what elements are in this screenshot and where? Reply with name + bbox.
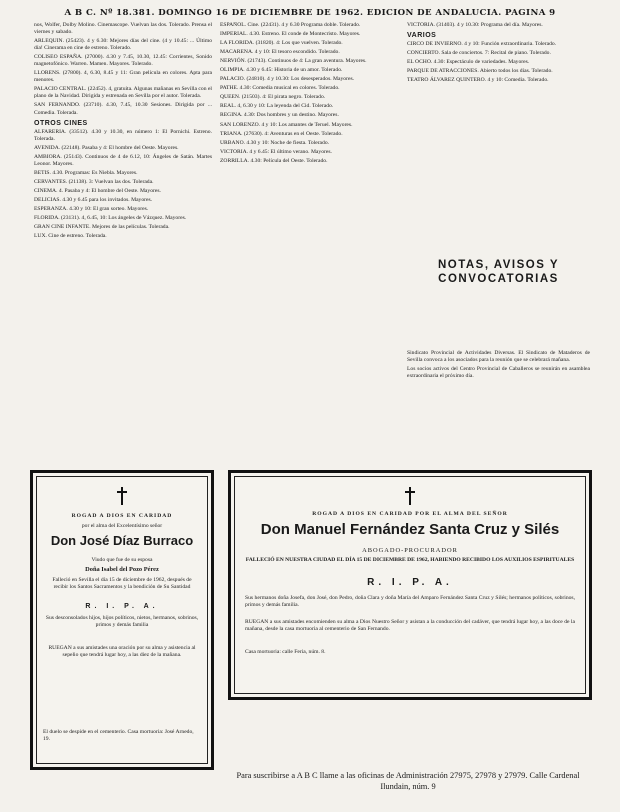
listing: ESPERANZA. 4.30 y 10: El gran sorteo. Mayores. <box>34 206 149 213</box>
profession: ABOGADO-PROCURADOR <box>362 547 458 554</box>
page-header: A B C. Nº 18.381. DOMINGO 16 DE DICIEMBRE DE 1962. EDICION DE ANDALUCIA. PAGINA 9 <box>64 8 556 18</box>
rogad-line: ROGAD A DIOS EN CARIDAD POR EL ALMA DEL SEÑOR <box>312 511 508 517</box>
listing: GRAN CINE INFANTE. Mejores de las películas. Tolerada. <box>34 224 170 231</box>
listing: ZORRILLA. 4.30: Película del Oeste. Tolerado. <box>220 157 328 164</box>
listing: COLISEO ESPAÑA. (27000). 4.30 y 7.45, 10.30, 12.45: Corrientes, Sonido magnetofónico. Warren. Mamen. Mayores. Tolerado. <box>34 54 212 68</box>
section-heading: OTROS CINES <box>34 119 88 127</box>
listing: CIRCO DE INVIERNO. 4 y 10: Función extraordinaria. Tolerado. <box>407 41 557 48</box>
listing: LLORENS. (27800). 4, 6.30, 8.45 y 11: Gran película en colores. Apta para menores. <box>34 70 212 84</box>
widow-intro: Viudo que fue de su esposa <box>91 557 153 563</box>
column-cinemas <box>34 22 212 390</box>
family: Sus hermanos doña Josefa, don José, don Pedro, doña Clara y doña María del Amparo Fernández Santa Cruz y Silés; hermanos políticos, sobrinos, primos y demás familia. <box>245 595 575 608</box>
listing: TEATRO ÁLVAREZ QUINTERO. 4 y 10: Comedia. Tolerado. <box>407 77 549 84</box>
listing: CERVANTES. (21138). 3: Vuelvan las dos. Tolerada. <box>34 178 154 185</box>
obituary-right <box>228 470 592 700</box>
deceased-name: Don José Díaz Burraco <box>50 533 194 548</box>
listing: AMBIORA. (25143). Continuos de 4 de 6.12, 10: Ángeles de Satán. Martes Leonor. Mayores. <box>34 153 212 167</box>
subscription-notice: Para suscribirse a A B C llame a las oficinas de Administración 27975, 27978 y 27979. Calle Cardenal Ilundain, núm. 9 <box>236 771 580 791</box>
cross-icon <box>117 487 127 505</box>
listing: URBANO. 4.30 y 10: Noche de fiesta. Tolerado. <box>220 139 330 146</box>
rip: R. I. P. A. <box>367 577 453 588</box>
column-cinemas-2 <box>220 22 400 462</box>
listing: PATHE. 4.30: Comedia musical en colores. Tolerado. <box>220 85 340 92</box>
listing: REGINA. 4.30: Dos hombres y un destino. Mayores. <box>220 112 339 119</box>
cross-icon <box>405 487 415 505</box>
listing: QUEEN. (21503). 4: El pirata negro. Tolerado. <box>220 94 326 101</box>
ruegan: RUEGAN a sus amistades encomienden su alma a Dios Nuestro Señor y asistan a la conducción del cadáver, que tendrá lugar hoy, a las doce de la mañana, desde la casa mortuoria al cementerio de San Fernando. <box>245 619 575 632</box>
listing: NERVIÓN. (21743). Continuos de 4: La gran aventura. Mayores. <box>220 58 367 65</box>
intro-line: por el alma del Excelentísimo señor <box>81 523 163 529</box>
notice: Los socios activos del Centro Provincial de Caballeros se reunirán en asamblea extraordinaria el próximo día. <box>407 366 590 380</box>
listing: EL OCHO. 4.30: Espectáculo de variedades. Mayores. <box>407 59 530 66</box>
death-notice: FALLECIÓ EN NUESTRA CIUDAD EL DÍA 15 DE DICIEMBRE DE 1962, HABIENDO RECIBIDO LOS AUXILIOS ESPIRITUALES <box>245 557 575 563</box>
listing: SAN FERNANDO. (23710). 4.30, 7.45, 10.30 Sesiones. Dirigida por ... Comedia. Tolerada. <box>34 102 212 116</box>
rip: R. I. P. A. <box>85 603 159 610</box>
listing: REAL. 4, 6.30 y 10: La leyenda del Cid. Tolerado. <box>220 103 334 110</box>
listing: ESPAÑOL. Cine. (22431). 4 y 6.30 Programa doble. Tolerado. <box>220 22 361 28</box>
listing: PALACIO. (24810). 4 y 10.30: Los desesperados. Mayores. <box>220 76 355 83</box>
listing: TRIANA. (27630). 4: Aventuras en el Oeste. Tolerado. <box>220 130 343 137</box>
listing: FLORIDA. (23131). 4, 6.45, 10: Los ángeles de Vázquez. Mayores. <box>34 215 187 222</box>
listing: CONCIERTO. Sala de conciertos. 7: Recital de piano. Tolerado. <box>407 50 551 57</box>
listing: PALACIO CENTRAL. (22452). 4, gratuita. Algunas mañanas en Sevilla con el plano de la Navidad. Dirigida y estrenada en Sevilla por el autor. Tolerada. <box>34 86 212 100</box>
listing: DELICIAS. 4.30 y 6.45 para los invitados. Mayores. <box>34 196 153 203</box>
listing: MACARENA. 4 y 10: El tesoro escondido. Tolerado. <box>220 49 340 56</box>
listing: LA FLORIDA. (31820). 4: Los que vuelven. Tolerado. <box>220 40 343 47</box>
listing: ALFARERIA. (33512). 4.30 y 10.30, en número 1: El Pornichi. Estreno. Tolerada. <box>34 128 212 142</box>
rogad-line: ROGAD A DIOS EN CARIDAD <box>71 513 173 519</box>
family: Sus desconsolados hijos, hijos políticos, nietos, hermanos, sobrinos, primos y demás familia <box>45 615 199 628</box>
deceased-name: Don Manuel Fernández Santa Cruz y Silés <box>260 521 560 538</box>
listing: IMPERIAL. 4.30. Estreno. El conde de Montecristo. Mayores. <box>220 31 361 38</box>
widow-name: Doña Isabel del Pozo Pérez <box>85 566 159 573</box>
column-varios <box>407 22 590 254</box>
listing: SAN LORENZO. 4 y 10: Los amantes de Teruel. Mayores. <box>220 121 353 128</box>
listing: VICTORIA. (31403). 4 y 10.30: Programa del día. Mayores. <box>407 22 543 28</box>
box-footer: Casa mortuoria: calle Feria, núm. 8. <box>245 649 326 655</box>
listing: VICTORIA. 4 y 6.45: El último verano. Mayores. <box>220 148 332 155</box>
listing: AVENIDA. (22148). Pasaba y 4: El hombre del Oeste. Mayores. <box>34 144 179 151</box>
listing: OLIMPIA. 4.30 y 6.45: Historia de un amor. Tolerado. <box>220 67 343 74</box>
death-notice: Falleció en Sevilla el día 15 de diciembre de 1962, después de recibir los Santos Sacramentos y la bendición de Su Santidad <box>52 577 192 590</box>
column-notas <box>407 350 590 462</box>
listing: ARLEQUIN. (25423). 4 y 6.30: Mejores días del cine. (4 y 10.45: ... Último día! Cinerama en cine de estreno. Tolerado. <box>34 38 212 52</box>
listing: PARQUE DE ATRACCIONES. Abierto todos los días. Tolerado. <box>407 68 553 75</box>
listing: nos, Wolfer, Dolby Molino. Cinemascope. Vuelvan las dos. Tolerado. Prensa el viernes y sabado. <box>34 22 212 36</box>
notice: Sindicato Provincial de Actividades Diversas. El Sindicato de Mataderos de Sevilla convoca a los asociados para la reunión que se celebrará mañana. <box>407 350 590 364</box>
box-footer: El duelo se despide en el cementerio. Casa mortuoria: José Arnedo, 19. <box>43 729 194 742</box>
section-heading: VARIOS <box>407 32 437 40</box>
listing: LUX. Cine de estreno. Tolerada. <box>34 233 107 240</box>
listing: BETIS. 4.30. Programas: Es Niebla. Mayores. <box>34 169 138 176</box>
obituary-left <box>30 470 214 770</box>
ruegan: RUEGAN a sus amistades una oración por su alma y asistencia al sepelio que tendrá lugar hoy, a las diez de la mañana. <box>48 645 196 658</box>
listing: CINEMA. 4. Pasaba y 4: El hombre del Oeste. Mayores. <box>34 187 161 194</box>
notas-heading: NOTAS, AVISOS Y CONVOCATORIAS <box>437 259 560 285</box>
